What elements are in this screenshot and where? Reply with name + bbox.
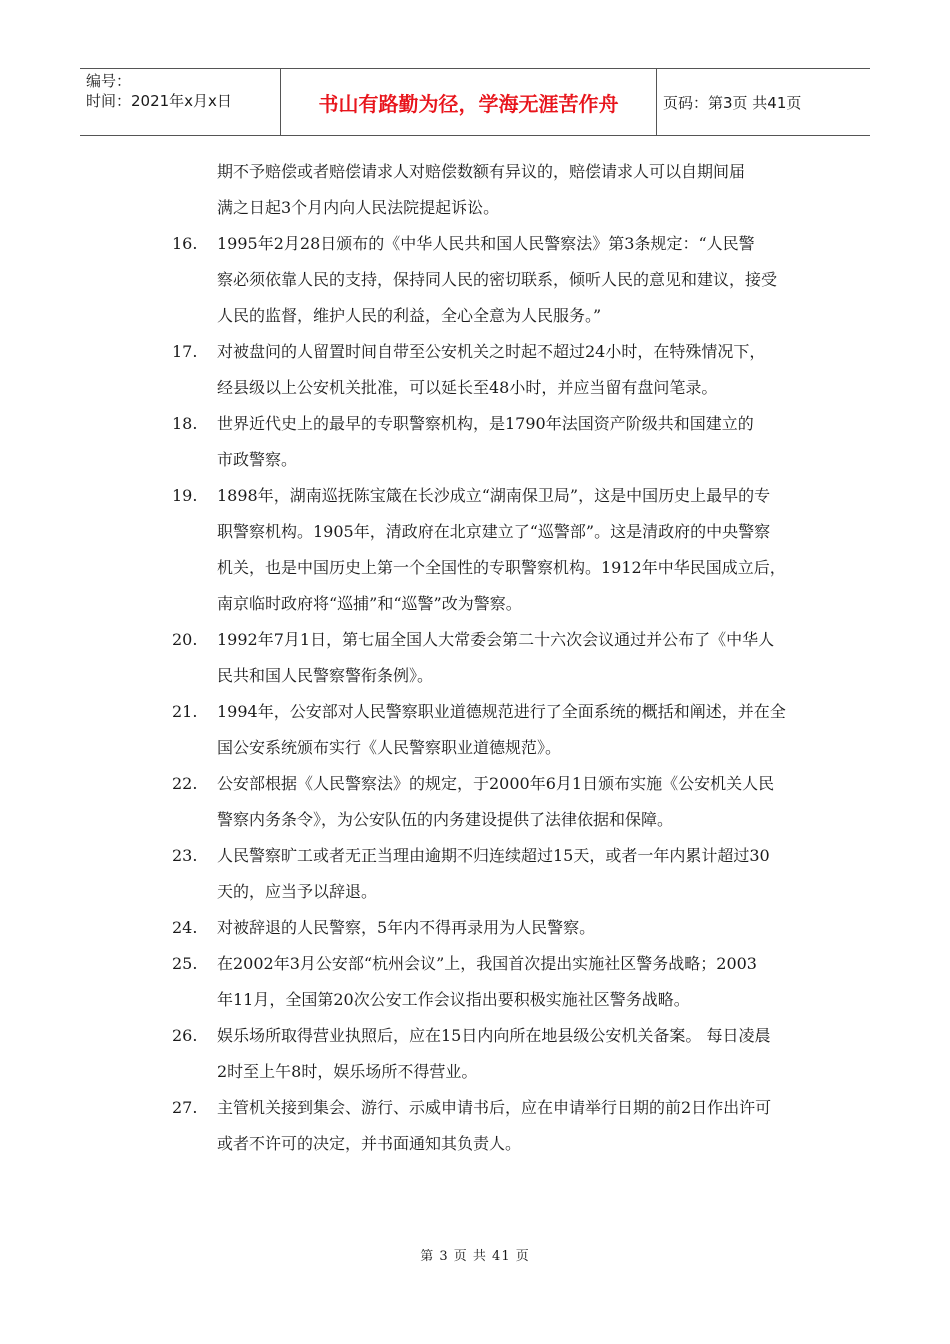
- text-line: 年11月，全国第20次公安工作会议指出要积极实施社区警务战略。: [217, 990, 690, 1009]
- list-item: [172, 478, 812, 622]
- text-line: 人民警察旷工或者无正当理由逾期不归连续超过15天，或者一年内累计超过30: [217, 846, 770, 865]
- item-number: 16.: [172, 234, 198, 253]
- header-meta: [80, 69, 281, 135]
- list-item: [172, 406, 812, 478]
- item-number: 24.: [172, 918, 198, 937]
- item-number: 23.: [172, 846, 198, 865]
- item-text: [217, 838, 812, 910]
- text-line: 1994年，公安部对人民警察职业道德规范进行了全面系统的概括和阐述，并在全: [217, 702, 786, 721]
- item-text: [217, 946, 812, 1018]
- item-text: [217, 334, 812, 406]
- item-text: [217, 766, 812, 838]
- list-item: [172, 766, 812, 838]
- text-line: 1995年2月28日颁布的《中华人民共和国人民警察法》第3条规定：“人民警: [217, 234, 755, 253]
- list-item: [172, 334, 812, 406]
- text-line: 对被盘问的人留置时间自带至公安机关之时起不超过24小时，在特殊情况下，: [217, 342, 766, 361]
- item-number: 19.: [172, 486, 198, 505]
- text-line: 1992年7月1日，第七届全国人大常委会第二十六次会议通过并公布了《中华人: [217, 630, 775, 649]
- text-line: 人民的监督，维护人民的利益，全心全意为人民服务。”: [217, 306, 602, 325]
- text-line: 市政警察。: [217, 450, 298, 469]
- text-line: 职警察机构。1905年，清政府在北京建立了“巡警部”。这是清政府的中央警察: [217, 522, 771, 541]
- text-line: 或者不许可的决定，并书面通知其负责人。: [217, 1134, 522, 1153]
- text-line: 南京临时政府将“巡捕”和“巡警”改为警察。: [217, 594, 522, 613]
- text-line: 娱乐场所取得营业执照后，应在15日内向所在地县级公安机关备案。 每日凌晨: [217, 1026, 771, 1045]
- text-line: 经县级以上公安机关批准，可以延长至48小时，并应当留有盘问笔录。: [217, 378, 718, 397]
- text-line: 1898年，湖南巡抚陈宝箴在长沙成立“湖南保卫局”，这是中国历史上最早的专: [217, 486, 771, 505]
- number-label: 编号：: [86, 72, 132, 90]
- page-footer: 第 3 页 共 41 页: [420, 1249, 530, 1264]
- item-number: 18.: [172, 414, 198, 433]
- list-item: [172, 1090, 812, 1162]
- list-item: [172, 838, 812, 910]
- item-number: 20.: [172, 630, 198, 649]
- item-text: [217, 622, 812, 694]
- item-text: [217, 694, 812, 766]
- text-line: 国公安系统颁布实行《人民警察职业道德规范》。: [217, 738, 562, 757]
- numbered-list: [172, 226, 812, 1162]
- item-text: [217, 910, 812, 946]
- text-line: 主管机关接到集会、游行、示威申请书后，应在申请举行日期的前2日作出许可: [217, 1098, 772, 1117]
- document-body: [172, 154, 812, 1162]
- list-item: [172, 946, 812, 1018]
- list-item: [172, 226, 812, 334]
- item-number: 26.: [172, 1026, 198, 1045]
- text-line: 世界近代史上的最早的专职警察机构，是1790年法国资产阶级共和国建立的: [217, 414, 754, 433]
- text-line: 民共和国人民警察警衔条例》。: [217, 666, 434, 685]
- text-line: 2时至上午8时，娱乐场所不得营业。: [217, 1062, 478, 1081]
- list-item: [172, 1018, 812, 1090]
- text-line: 满之日起3个月内向人民法院提起诉讼。: [217, 198, 500, 217]
- text-line: 在2002年3月公安部“杭州会议”上，我国首次提出实施社区警务战略；2003: [217, 954, 757, 973]
- page-header: [80, 68, 870, 136]
- item-text: [217, 1090, 812, 1162]
- header-page-info: 页码：第3页 共41页: [663, 93, 802, 112]
- item-text: [217, 226, 812, 334]
- item-number: 17.: [172, 342, 198, 361]
- list-item: [172, 910, 812, 946]
- text-line: 机关，也是中国历史上第一个全国性的专职警察机构。1912年中华民国成立后，: [217, 558, 786, 577]
- text-line: 期不予赔偿或者赔偿请求人对赔偿数额有异议的，赔偿请求人可以自期间届: [217, 162, 746, 181]
- list-item: [172, 622, 812, 694]
- item-text: [217, 1018, 812, 1090]
- continuation-paragraph: [172, 154, 812, 226]
- text-line: 公安部根据《人民警察法》的规定，于2000年6月1日颁布实施《公安机关人民: [217, 774, 775, 793]
- text-line: 警察内务条令》，为公安队伍的内务建设提供了法律依据和保障。: [217, 810, 674, 829]
- item-text: [217, 478, 812, 622]
- item-text: [217, 406, 812, 478]
- item-number: 27.: [172, 1098, 198, 1117]
- item-number: 22.: [172, 774, 198, 793]
- item-number: 25.: [172, 954, 198, 973]
- item-number: 21.: [172, 702, 198, 721]
- list-item: [172, 694, 812, 766]
- time-label: 时间：2021年x月x日: [86, 92, 232, 110]
- header-motto: 书山有路勤为径，学海无涯苦作舟: [281, 69, 657, 135]
- text-line: 天的，应当予以辞退。: [217, 882, 378, 901]
- text-line: 察必须依靠人民的支持，保持同人民的密切联系，倾听人民的意见和建议，接受: [217, 270, 778, 289]
- text-line: 对被辞退的人民警察，5年内不得再录用为人民警察。: [217, 918, 596, 937]
